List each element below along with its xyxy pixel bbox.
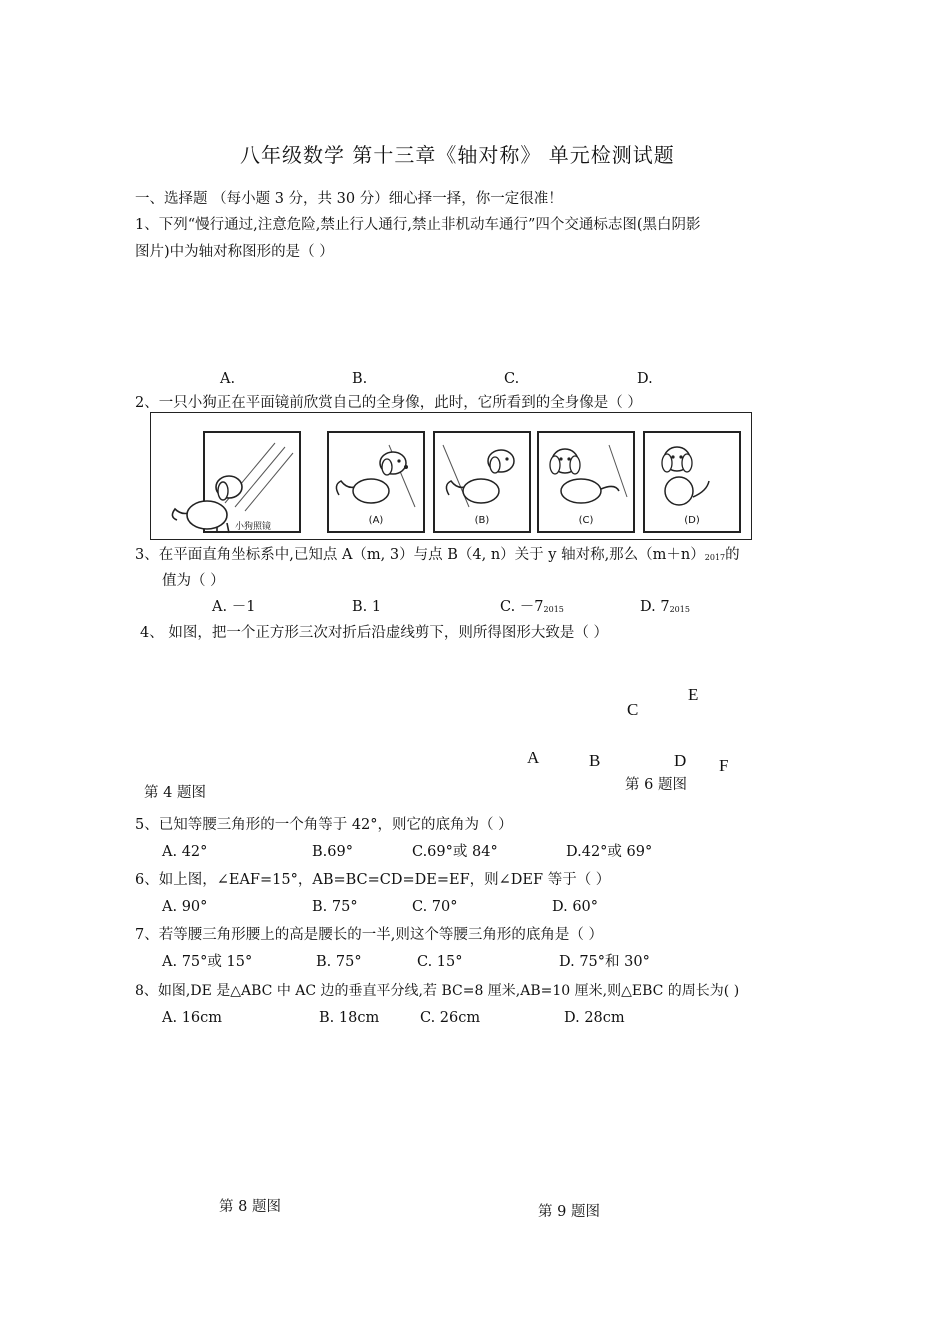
dog-icon [167,465,247,535]
q7-option-b: B. 75° [316,954,362,970]
section-heading: 一、选择题 （每小题 3 分，共 30 分）细心择一择，你一定很准！ [135,191,563,207]
dog-facing-left-icon [435,437,529,517]
q3-option-a: A. －1 [212,599,256,615]
dog-option-d-frame [643,431,741,533]
fig6-label-f: F [719,756,729,775]
q6-option-c: C. 70° [412,899,458,915]
q1-option-c: C. [504,371,520,387]
q3-option-c-exp: 2015 [543,605,564,614]
q6-option-d: D. 60° [552,899,599,915]
q3-line1-end: 的 [725,547,740,563]
q2-text: 2、一只小狗正在平面镜前欣赏自己的全身像，此时，它所看到的全身像是（ ） [135,395,642,411]
q8-option-a: A. 16cm [162,1010,223,1026]
q3-line1-text: 3、在平面直角坐标系中,已知点 A（m, 3）与点 B（4, n）关于 y 轴对称,那么（m＋n） [135,547,705,563]
dog-front-icon [645,437,739,517]
q5-option-d: D.42°或 69° [566,844,653,860]
q7-option-a: A. 75°或 15° [162,954,253,970]
q3-line2: 值为（ ） [162,573,225,589]
q5-option-c: C.69°或 84° [412,844,498,860]
q6-text: 6、如上图，∠EAF=15°，AB=BC=CD=DE=EF，则∠DEF 等于（ ） [135,872,611,888]
q6-option-b: B. 75° [312,899,358,915]
q3-exponent: 2017 [704,553,726,562]
q1-option-d: D. [637,371,653,387]
q1-line1: 1、下列“慢行通过,注意危险,禁止行人通行,禁止非机动车通行”四个交通标志图(黑白阴影 [135,217,701,233]
mirror-caption: 小狗照镜 [234,522,271,532]
q7-text: 7、若等腰三角形腰上的高是腰长的一半,则这个等腰三角形的底角是（ ） [135,927,603,943]
page-title: 八年级数学 第十三章《轴对称》 单元检测试题 [240,143,675,167]
q3-option-c-text: C. －7 [500,599,544,615]
dog-option-b-frame [433,431,531,533]
q8-text: 8、如图,DE 是△ABC 中 AC 边的垂直平分线,若 BC=8 厘米,AB=10 厘米,则△EBC 的周长为( ) [135,983,740,999]
q8-option-d: D. 28cm [564,1010,625,1026]
fig9-caption: 第 9 题图 [538,1204,600,1220]
q1-option-b: B. [352,371,368,387]
q3-line1 [135,546,740,567]
q1-option-a: A. [220,371,236,387]
q4-text: 4、 如图，把一个正方形三次对折后沿虚线剪下，则所得图形大致是（ ） [140,625,608,641]
fig8-caption: 第 8 题图 [219,1199,281,1215]
q7-option-c: C. 15° [417,954,463,970]
q3-option-c [500,598,564,619]
q8-option-c: C. 26cm [420,1010,481,1026]
dog-option-c-frame [537,431,635,533]
option-d-caption: (D) [684,515,700,526]
dog-facing-right-icon [329,437,423,517]
q3-option-d-text: D. 7 [640,599,670,615]
option-b-caption: (B) [474,515,490,526]
dog-mirror-figure [150,412,752,540]
dog-front-left-icon [539,437,633,517]
q3-option-d-exp: 2015 [669,605,690,614]
fig6-caption: 第 6 题图 [625,777,687,793]
q5-option-b: B.69° [312,844,353,860]
q1-line2: 图片)中为轴对称图形的是（ ） [135,244,334,260]
option-a-caption: (A) [368,515,384,526]
fig6-label-c: C [627,700,639,719]
q3-option-b: B. 1 [352,599,382,615]
option-c-caption: (C) [578,515,594,526]
fig6-label-d: D [674,751,687,770]
q6-option-a: A. 90° [162,899,208,915]
fig6-label-a: A [527,748,540,767]
q5-option-a: A. 42° [162,844,208,860]
fig6-label-e: E [688,685,699,704]
dog-option-a-frame [327,431,425,533]
fig4-caption: 第 4 题图 [144,785,206,801]
q5-text: 5、已知等腰三角形的一个角等于 42°，则它的底角为（ ） [135,817,513,833]
q3-option-d [640,598,690,619]
q8-option-b: B. 18cm [319,1010,380,1026]
fig6-label-b: B [589,751,601,770]
q7-option-d: D. 75°和 30° [559,954,650,970]
